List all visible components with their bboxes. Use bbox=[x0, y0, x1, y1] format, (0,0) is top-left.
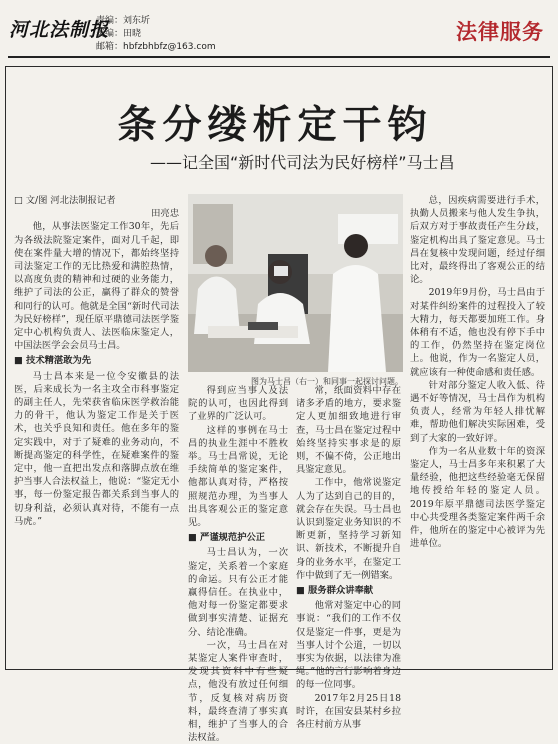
section-heading-rigor: ■ 严谨规范护公正 bbox=[188, 532, 266, 544]
paragraph: 总，因疾病需要进行手术，执勤人员搬来与他人发生争执，后双方对于事故责任产生分歧，鉴定机构出具了鉴定意见。马士昌在复核中发现问题，经过仔细比对，最终得出了客观公正的结论。 bbox=[410, 195, 545, 286]
byline: □ 文/图 河北法制报记者 bbox=[14, 195, 116, 206]
paragraph: 得到应当事人及法院的认可，也因此得到了业界的广泛认可。 bbox=[188, 385, 288, 423]
paragraph: 马士昌认为，一次鉴定，关系着一个家庭的命运。只有公正才能赢得信任。在执业中，他对每一份鉴定都要求做到事实清楚、证据充分、结论准确。 bbox=[188, 547, 288, 638]
section-heading-skill: ■ 技术精湛敢为先 bbox=[14, 355, 92, 367]
paragraph: 马士昌本来是一位令安徽县的法医，后来成长为一名主攻全市科事鉴定的副主任人，先荣获省临床医学救治能力的骨干，他认为鉴定工作是关于医术，也关乎良知和责任。他在多年的鉴定实践中，对于了疑难的业务动向，不断提高鉴定的科学性，在疑难案件的鉴定中，他一直把出发点和落脚点放在维护当事人合法权益上，他说：“鉴定无小事，每一份鉴定报告都关系到当事人的切身利益，必须认真对待，不能有一点马虎。” bbox=[14, 370, 179, 527]
paragraph: 一次，马士昌在对某鉴定人案件审查时，发现其资料中有些疑点，他没有放过任何细节，反复核对病历资料，最终查清了事实真相，维护了当事人的合法权益。 bbox=[188, 639, 288, 744]
paragraph: 他，从事法医鉴定工作30年，先后为各级法院鉴定案件，面对几千起，即使在案件量大增的情况下，都始终坚持司法鉴定工作的无比热爱和满腔热情，以高度负责的精神和过硬的业务能力，维护了司法的公正，赢得了群众的赞誉和同行的认可。他就是全国“新时代司法为民好榜样”，现任原平鼎德司法医学鉴定中心机构负责人、法医临床鉴定人，中国法医学会会员马士昌。 bbox=[14, 221, 179, 352]
paragraph: 他常对鉴定中心的同事说：“我们的工作不仅仅是鉴定一件事，更是为当事人讨个公道，一切以事实为依据，以法律为准绳。”他的言行影响着身边的每一位同事。 bbox=[296, 600, 401, 691]
article-headline: 条分缕析定干钧 bbox=[117, 103, 433, 148]
editor-line: 责编：刘东圻 bbox=[96, 16, 151, 26]
paragraph: 作为一名从业数十年的资深鉴定人，马士昌多年来积累了大量经验，他把这些经验毫无保留地传授给年轻的鉴定人员。2019年原平鼎德司法医学鉴定中心共受理各类鉴定案件两千余件，他所在的鉴定中心被评为先进单位。 bbox=[410, 445, 545, 550]
photo-illustration bbox=[188, 194, 403, 372]
paragraph: 2019年9月份，马士昌由于对某件纠纷案件的过程投入了较大精力，每天都要加班工作。身体稍有不适，他也没有停下手中的工作，仍然坚持在鉴定岗位上。他说，作为一名鉴定人员，就应该有一种使命感和责任感。 bbox=[410, 287, 545, 378]
masthead bbox=[0, 0, 558, 58]
column-4 bbox=[410, 194, 545, 664]
section-title: 法律服务 bbox=[456, 20, 544, 44]
article-subhead: ——记全国“新时代司法为民好榜样”马士昌 bbox=[150, 153, 455, 172]
email-line: 邮箱：hbfzbhbfz@163.com bbox=[96, 42, 216, 52]
column-1 bbox=[14, 194, 179, 664]
paragraph: 这样的事例在马士昌的执业生涯中不胜枚举。马士昌常说，无论手续简单的鉴定案件，他都认真对待，严格按照规范办理，为当事人出具客观公正的鉴定意见。 bbox=[188, 424, 288, 529]
article-photo bbox=[188, 194, 403, 372]
section-heading-service: ■ 服务群众讲奉献 bbox=[296, 585, 374, 597]
editor-info bbox=[96, 15, 216, 54]
masthead-rule bbox=[8, 56, 550, 58]
paragraph: 2017年2月25日18时许，在国安县某村乡拉各庄村前方从事 bbox=[296, 692, 401, 731]
photo-caption: 图为马士昌（右一）和同事一起探讨问题。 bbox=[251, 377, 403, 386]
paragraph: 针对部分鉴定人收入低、待遇不好等情况，马士昌作为机构负责人，经常为年轻人排忧解难，帮助他们解决实际困难，受到了大家的一致好评。 bbox=[410, 379, 545, 444]
layout-editor-line: 美编：田晓 bbox=[96, 29, 142, 39]
newspaper-logo: 河北法制报 bbox=[9, 19, 110, 41]
paragraph: 工作中，他常说鉴定人为了达到自己的目的，就会存在失误。马士昌也认识到鉴定业务知识的不断更新，坚持学习新知识、新技术，不断提升自身的业务水平，在鉴定工作中做到了无一例错案。 bbox=[296, 477, 401, 581]
byline-name: 田亮忠 bbox=[151, 208, 179, 220]
paragraph: 常，纸面资料中存在诸多矛盾的地方，要求鉴定人更加细致地进行审查，马士昌在鉴定过程中始终坚持实事求是的原则，不偏不倚，公正地出具鉴定意见。 bbox=[296, 385, 401, 476]
column-2 bbox=[188, 384, 288, 744]
column-3 bbox=[296, 384, 401, 731]
